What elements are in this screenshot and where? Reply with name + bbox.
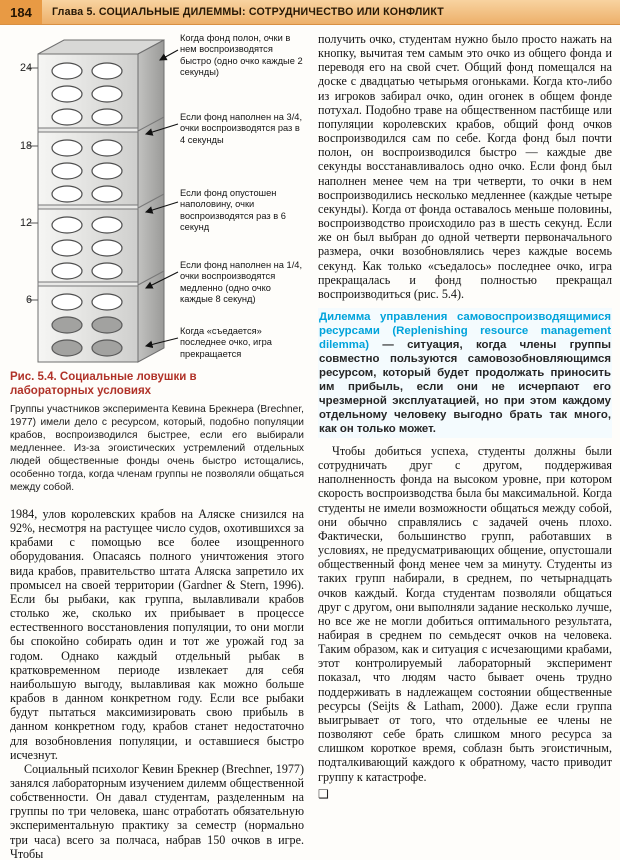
definition-text: — ситуация, когда члены группы совместно пользуются самовозобновляющимся ресурсом, который будет продолжать приносить им прибыль, если они не исчерпают его чрезмерной эксплуатацией, но при этом каждому отдельному человеку выгодно брать так много, как он только может.: [319, 338, 612, 435]
definition-box: [318, 308, 612, 438]
section-end-mark: ❑: [318, 786, 329, 801]
body-paragraph-brechner: Социальный психолог Кевин Брекнер (Brechner, 1977) занялся лабораторным изучением дилемм общественной собственности. Он давал студентам, разделенным на группы по три человека, шанс отработать обязательную экспериментальную практику за семестр (нормально три часа) всего за полчаса, набрав 150 очков в игре. Чтобы: [10, 761, 304, 860]
page-number: 184: [0, 0, 42, 24]
scale-label-12: 12: [19, 217, 32, 229]
body-paragraph-experiment: получить очко, студентам нужно было просто нажать на кнопку, вычитая тем самым это очко из общего фонда и переводя его на свой счет. Общий фонд помещался на доске с двадцатью четырьмя огоньками. Когда кто-либо из игроков забирал очко, один огонек в общем фонде потухал. Подобно траве на общественном пастбище или популяции королевских крабов, общий фонд очков воспроизводился сам по себе. Когда фонд был почти полон, он воспроизводился быстро — каждые две секунды восстанавливалось одно очко. Если фонд был наполнен менее чем на три четверти, то очки в нем воспроизводились несколько медленнее (каждые четыре секунды). Когда от фонда оставалось меньше половины, воспроизводство происходило раз в шесть секунд. Если же он был выбран до одной четверти первоначального размера, очки возобновлялись через каждые восемь секунд. Как только «съедалось» последнее очко, игра прекращалась и фонд полностью прекращал воспроизводиться (рис. 5.4).: [318, 32, 612, 301]
page-header: [0, 0, 620, 25]
chapter-title: Глава 5. СОЦИАЛЬНЫЕ ДИЛЕММЫ: СОТРУДНИЧЕСТВО ИЛИ КОНФЛИКТ: [52, 6, 444, 18]
page-content: [0, 25, 620, 860]
figure-annotation-1-4: Если фонд наполнен на 1/4, очки воспроизводятся медленно (одно очко каждые 8 секунд): [180, 260, 303, 304]
figure-5-4: [10, 32, 304, 368]
definition-term: Дилемма управления самовоспроизводящимися ресурсами (Replenishing resource management dilemma): [319, 310, 611, 351]
figure-annotation-half: Если фонд опустошен наполовину, очки воспроизводятся раз в 6 секунд: [180, 188, 286, 232]
right-column: [318, 32, 612, 860]
figure-description: Группы участников эксперимента Кевина Брекнера (Brechner, 1977) имели дело с ресурсом, который, подобно популяции крабов, воспроизводился быстрее, если его выбирали медленнее. Из-за эгоистических устремлений отдельных людей общественные фонды очень быстро истощались, особенно тогда, когда членам группы не позволяли общаться между собой.: [10, 404, 304, 493]
figure-annotation-full: Когда фонд полон, очки в нем воспроизводятся быстро (одно очко каждые 2 секунды): [180, 33, 303, 77]
scale-label-6: 6: [25, 294, 32, 306]
body-paragraph-crabs: 1984, улов королевских крабов на Аляске снизился на 92%, несмотря на растущее число судов, охотившихся за крабами с помощью все более изощренного оборудования. Опасаясь полного уничтожения этого вида крабов, правительство штата Аляска запретило их промысел на своей территории (Gardner & Stern, 1996). Если бы рыбаки, как группа, вылавливали крабов столько же, сколько их прибывает в процессе естественного восстановления популяции, то они могли бы спокойно собирать один и тот же урожай год за годом. Однако каждый отдельный рыбак в кратковременном периоде извлекает для себя наибольшую выгоду, вылавливая как можно больше крабов в данном конкретном году. Если все рыбаки будут пытаться максимизировать свою прибыль в данном конкретном году, крабов станет недостаточно для возобновления популяции, и оставшиеся быстро исчезнут.: [10, 507, 304, 762]
figure-caption: Рис. 5.4. Социальные ловушки в лабораторных условиях: [10, 371, 197, 397]
scale-label-18: 18: [19, 140, 32, 152]
scale-label-24: 24: [19, 62, 32, 74]
figure-annotation-last: Когда «съедается» последнее очко, игра прекращается: [180, 326, 272, 359]
figure-annotation-3-4: Если фонд наполнен на 3/4, очки воспроизводятся раз в 4 секунды: [180, 112, 303, 145]
body-paragraph-results: Чтобы добиться успеха, студенты должны были сотрудничать друг с другом, поддерживая наполненность фонда на высоком уровне, при котором скорость воспроизводства была бы максимальной. Когда студенты не имели возможности общаться между собой, они обычно справлялись с задачей очень плохо. Фактически, большинство групп, работавших в условиях, не предусматривающих общение, опустошали общественный фонд менее чем за минуту. Студенты из таких групп набирали, в среднем, по четырнадцать очков каждый. Когда студентам позволяли общаться друг с другом, они выполняли задание несколько лучше, но все же не могли добиться оптимального результата, набирая в среднем по семьдесят очков на человека. Таким образом, как и ситуация с исчезающими крабами, этот контролируемый лабораторный эксперимент показал, что людям часто бывает очень трудно поддерживать в надлежащем состоянии общественные ресурсы (Seijts & Latham, 2000). Даже если группа выигрывает от того, что отдельные ее члены не позволяют себе брать слишком много ресурса за слишком короткое время, соблазн быть эгоистичным, подталкивающий каждого к обратному, часто приводит группу к катастрофе.: [318, 443, 612, 784]
left-column: [10, 32, 304, 860]
